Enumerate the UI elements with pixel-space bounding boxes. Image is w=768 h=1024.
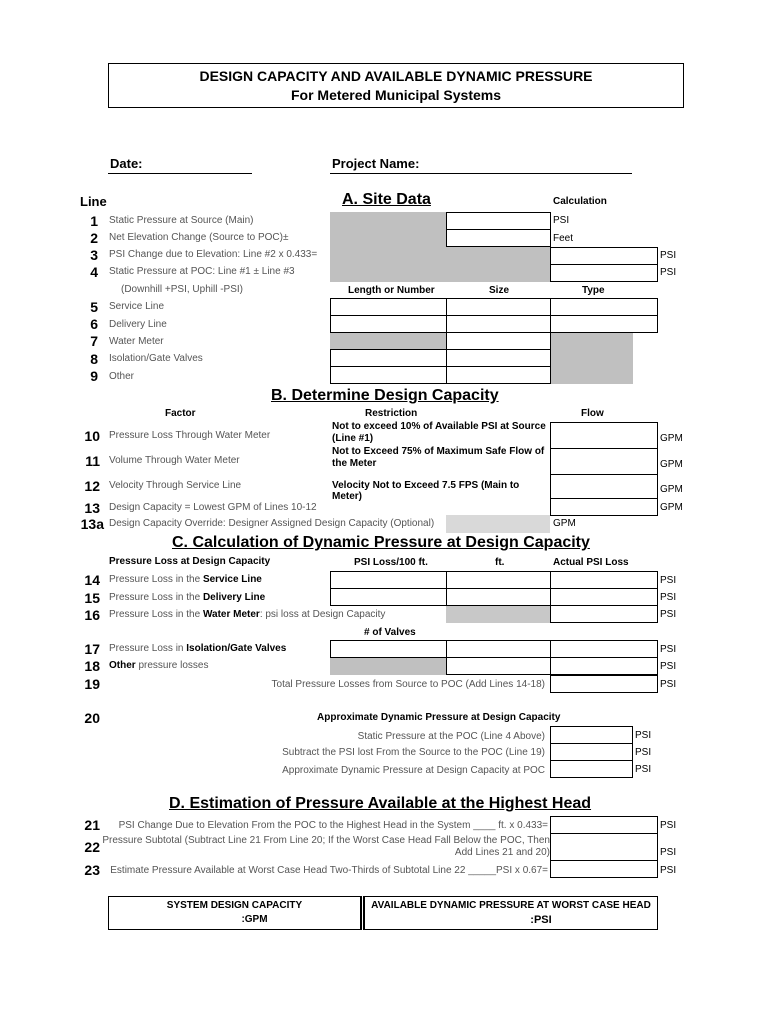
section-a-shade-2 (446, 247, 550, 282)
line3-input[interactable] (550, 247, 658, 265)
length-column-header: Length or Number (348, 285, 435, 296)
line20-item-label: Static Pressure at the POC (Line 4 Above) (357, 731, 545, 742)
line-number: 10 (84, 428, 100, 444)
summary-available-dynamic-pressure (364, 896, 658, 930)
lines7-9-type-shade (551, 333, 633, 384)
line-label: Isolation/Gate Valves (109, 353, 203, 364)
line-label: Other pressure losses (109, 660, 209, 671)
line21-input[interactable] (550, 816, 658, 834)
line-unit: PSI (635, 764, 652, 775)
date-field-underline[interactable] (108, 173, 252, 174)
line15-psi100-input[interactable] (330, 588, 447, 606)
line-label: Total Pressure Losses from Source to POC (Add Lines 14-18) (271, 679, 545, 690)
line16-ft-shade (446, 606, 550, 623)
restriction-text: Not to exceed 10% of Available PSI at Source (Line #1) (332, 421, 546, 444)
actual-psi-loss-header: Actual PSI Loss (553, 557, 629, 568)
line-label: Delivery Line (109, 319, 167, 330)
line9-size-input[interactable] (446, 366, 551, 384)
line-label-part2: Add Lines 21 and 20) (454, 847, 550, 858)
line-label: Pressure Loss in Isolation/Gate Valves (109, 643, 287, 654)
line-number: 14 (84, 572, 100, 588)
line-unit: Feet (553, 233, 574, 244)
line-unit: GPM (660, 502, 683, 513)
line-number: 2 (90, 230, 98, 246)
line-unit: GPM (660, 484, 683, 495)
restriction-text: Not to Exceed 75% of Maximum Safe Flow of the Meter (332, 446, 545, 469)
line22-input[interactable] (550, 833, 658, 861)
restriction-column-header: Restriction (365, 408, 418, 419)
line-number: 21 (84, 817, 100, 833)
line-unit: PSI (660, 592, 677, 603)
line-number: 3 (90, 247, 98, 263)
pressure-loss-column-header: Pressure Loss at Design Capacity (109, 556, 271, 567)
line-label: Other (109, 371, 135, 382)
line-number: 4 (90, 264, 98, 280)
line-unit: PSI (635, 730, 652, 741)
line19-total-input[interactable] (550, 675, 658, 693)
line17-valves-input[interactable] (330, 640, 447, 658)
line9-length-input[interactable] (330, 366, 447, 384)
line5-length-input[interactable] (330, 298, 447, 316)
line7-length-shade (330, 333, 446, 350)
line-label: PSI Change Due to Elevation From the POC to the Highest Head in the System ____ ft. x 0.433= (118, 820, 548, 831)
summary-right-value[interactable]: :PSI (530, 914, 552, 926)
line18-ft-input[interactable] (446, 657, 551, 675)
line-label: Net Elevation Change (Source to POC)± (109, 232, 289, 243)
line-number: 8 (90, 351, 98, 367)
title-box (108, 63, 684, 108)
line8-size-input[interactable] (446, 349, 551, 367)
line-label: Pressure Loss in the Delivery Line (109, 592, 266, 603)
summary-system-design-capacity (108, 896, 361, 930)
line20-heading: Approximate Dynamic Pressure at Design Capacity (317, 712, 561, 723)
line-unit: PSI (660, 250, 677, 261)
line1-input[interactable] (446, 212, 551, 230)
line20-item-label: Approximate Dynamic Pressure at Design Capacity at POC (282, 765, 545, 776)
type-column-header: Type (582, 285, 605, 296)
psi-loss-per-100ft-header: PSI Loss/100 ft. (354, 557, 428, 568)
line15-ft-input[interactable] (446, 588, 551, 606)
line-number: 22 (84, 839, 100, 855)
line14-actual-input[interactable] (550, 571, 658, 589)
line-label: Pressure Loss Through Water Meter (109, 430, 271, 441)
line2-input[interactable] (446, 229, 551, 247)
calculation-header: Calculation (553, 196, 607, 207)
line-unit: PSI (660, 267, 677, 278)
line6-length-input[interactable] (330, 315, 447, 333)
section-d-title: D. Estimation of Pressure Available at the Highest Head (169, 795, 592, 812)
line-label: Water Meter (109, 336, 164, 347)
line-number: 23 (84, 862, 100, 878)
line6-type-input[interactable] (550, 315, 658, 333)
line8-length-input[interactable] (330, 349, 447, 367)
line-label: Pressure Loss in the Service Line (109, 574, 262, 585)
ft-column-header: ft. (495, 557, 505, 568)
line-label: Velocity Through Service Line (109, 480, 242, 491)
line-number: 19 (84, 676, 100, 692)
line-number: 5 (90, 299, 98, 315)
line13-flow-input[interactable] (550, 498, 658, 516)
line-number: 12 (84, 478, 100, 494)
line-number: 16 (84, 607, 100, 623)
line14-psi100-input[interactable] (330, 571, 447, 589)
line20-item-label: Subtract the PSI lost From the Source to the POC (Line 19) (282, 747, 545, 758)
title-line2: For Metered Municipal Systems (290, 87, 502, 103)
line18-valves-shade (330, 658, 446, 675)
line15-actual-input[interactable] (550, 588, 658, 606)
line23-input[interactable] (550, 860, 658, 878)
line-number: 1 (90, 213, 98, 229)
line5-type-input[interactable] (550, 298, 658, 316)
project-name-label: Project Name: (332, 156, 420, 171)
valves-count-header: # of Valves (364, 627, 416, 638)
summary-left-value[interactable]: :GPM (241, 914, 268, 925)
line-unit: PSI (660, 847, 677, 858)
section-a-title: A. Site Data (342, 191, 431, 208)
section-c-title: C. Calculation of Dynamic Pressure at Design Capacity (172, 534, 590, 551)
line-label-part1: Pressure Subtotal (Subtract Line 21 From Line 20; If the Worst Case Head Fall Below the POC, Then (102, 835, 550, 846)
line-unit: PSI (660, 575, 677, 586)
line-unit: GPM (660, 433, 683, 444)
section-a-shade (330, 212, 446, 282)
line-number: 6 (90, 316, 98, 332)
line14-ft-input[interactable] (446, 571, 551, 589)
date-label: Date: (110, 156, 143, 171)
factor-column-header: Factor (165, 408, 196, 419)
line-label: Estimate Pressure Available at Worst Case Head Two-Thirds of Subtotal Line 22 _____PSI x 0.67= (110, 865, 548, 876)
line-column-header: Line (80, 194, 107, 209)
line-label: Static Pressure at POC: Line #1 ± Line #3 (109, 266, 295, 277)
summary-right-title: AVAILABLE DYNAMIC PRESSURE AT WORST CASE HEAD (371, 900, 651, 911)
line-label: Volume Through Water Meter (109, 455, 240, 466)
line-label: Design Capacity = Lowest GPM of Lines 10-12 (109, 502, 317, 513)
project-name-field-underline[interactable] (330, 173, 632, 174)
line-unit: GPM (553, 518, 576, 529)
line-label: PSI Change due to Elevation: Line #2 x 0.433= (109, 249, 318, 260)
line-unit: PSI (660, 679, 677, 690)
line-unit: PSI (660, 609, 677, 620)
line-number: 13 (84, 500, 100, 516)
flow-column-header: Flow (581, 408, 604, 419)
line-label: Service Line (109, 301, 165, 312)
line18-actual-input[interactable] (550, 657, 658, 675)
line-number: 7 (90, 333, 98, 349)
line-label: Design Capacity Override: Designer Assigned Design Capacity (Optional) (109, 518, 435, 529)
line17-actual-input[interactable] (550, 640, 658, 658)
line20-dynamic-input[interactable] (550, 760, 633, 778)
section-b-title: B. Determine Design Capacity (271, 387, 499, 404)
line-number: 17 (84, 641, 100, 657)
line-unit: PSI (660, 865, 677, 876)
line17-ft-input[interactable] (446, 640, 551, 658)
line7-size-input[interactable] (446, 332, 551, 350)
line16-actual-input[interactable] (550, 605, 658, 623)
line-unit: PSI (635, 747, 652, 758)
line13a-override-input[interactable] (446, 515, 550, 533)
restriction-text: Velocity Not to Exceed 7.5 FPS (Main to Meter) (332, 480, 520, 502)
downhill-uphill-note: (Downhill +PSI, Uphill -PSI) (121, 284, 243, 295)
line6-size-input[interactable] (446, 315, 551, 333)
title-line1: DESIGN CAPACITY AND AVAILABLE DYNAMIC PRESSURE (199, 68, 593, 84)
line20-static-input[interactable] (550, 726, 633, 744)
line-unit: PSI (660, 820, 677, 831)
line5-size-input[interactable] (446, 298, 551, 316)
summary-left-title: SYSTEM DESIGN CAPACITY (166, 900, 303, 911)
line10-flow-input[interactable] (550, 422, 658, 449)
line11-flow-input[interactable] (550, 448, 658, 475)
line-number: 20 (84, 710, 100, 726)
line-number: 18 (84, 658, 100, 674)
line12-flow-input[interactable] (550, 474, 658, 499)
line4-input[interactable] (550, 264, 658, 282)
line-number: 9 (90, 368, 98, 384)
line-unit: PSI (660, 644, 677, 655)
line-label: Pressure Loss in the Water Meter: psi loss at Design Capacity (109, 609, 386, 620)
line-number: 11 (85, 453, 100, 469)
line-unit: PSI (553, 215, 570, 226)
size-column-header: Size (489, 285, 510, 296)
line20-subtract-input[interactable] (550, 743, 633, 761)
line-label: Static Pressure at Source (Main) (109, 215, 254, 226)
line-number: 13a (80, 516, 104, 532)
line-number: 15 (84, 590, 100, 606)
line-unit: GPM (660, 459, 683, 470)
line-unit: PSI (660, 661, 677, 672)
